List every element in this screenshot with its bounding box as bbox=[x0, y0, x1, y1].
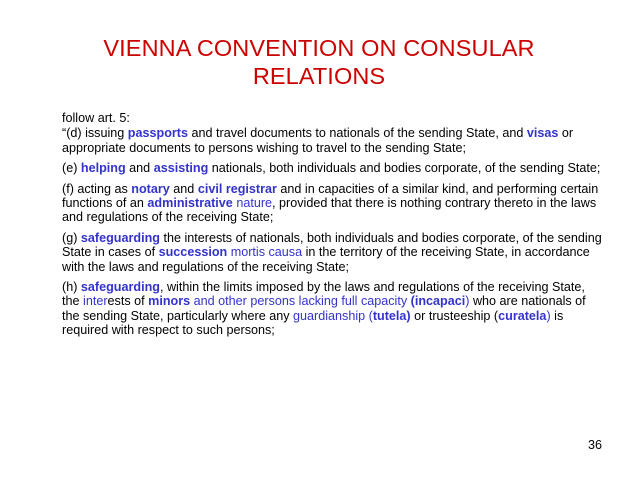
text-span: who are nationals of the sending State, particularly where any bbox=[62, 294, 586, 323]
keyword-helping: helping bbox=[80, 161, 126, 176]
keyword-visas: visas bbox=[526, 126, 559, 141]
text-span: is required with respect to such persons; bbox=[62, 308, 564, 338]
keyword-nature: nature bbox=[236, 196, 273, 211]
keyword-curatela: curatela bbox=[498, 308, 547, 323]
keyword-notary: notary bbox=[131, 181, 170, 196]
text-span: “(d) issuing bbox=[62, 126, 128, 141]
slide-title bbox=[40, 34, 598, 90]
keyword-passports: passports bbox=[127, 126, 188, 141]
text-span: the interests of nationals, both individuals and bodies corporate, of the sending State in cases of bbox=[62, 230, 602, 260]
text-span: ests of bbox=[107, 294, 149, 309]
intro-paragraph: follow art. 5: bbox=[62, 111, 130, 125]
slide-title-line-2: RELATIONS bbox=[252, 63, 386, 89]
slide-title-line-1: VIENNA CONVENTION ON CONSULAR bbox=[103, 35, 535, 61]
keyword-paren: ) bbox=[465, 294, 470, 309]
text-span: , within the limits imposed by the laws and regulations of the receiving State, the bbox=[62, 280, 585, 309]
text-span: and travel documents to nationals of the sending State, and bbox=[188, 126, 527, 141]
paragraph-e bbox=[62, 161, 602, 175]
slide-body bbox=[62, 111, 602, 344]
keyword-minors: minors bbox=[148, 294, 191, 309]
text-span: nationals, both individuals and bodies corporate, of the sending State; bbox=[208, 161, 601, 176]
keyword-mortis-causa: mortis causa bbox=[230, 245, 303, 260]
keyword-civil-registrar: civil registrar bbox=[197, 181, 277, 196]
text-span: and bbox=[169, 181, 198, 196]
text-span: (g) bbox=[62, 230, 81, 245]
paragraph-f bbox=[62, 182, 602, 225]
keyword-safeguarding: safeguarding bbox=[80, 230, 160, 245]
text-span: , provided that there is nothing contrary thereto in the laws and regulations of the receiving State; bbox=[62, 196, 597, 225]
text-span: or appropriate documents to persons wishing to travel to the sending State; bbox=[62, 126, 574, 155]
keyword-guardianship: guardianship ( bbox=[293, 308, 373, 323]
keyword-assisting: assisting bbox=[153, 161, 209, 176]
text-span: or trusteeship ( bbox=[410, 308, 499, 323]
text-span: (e) bbox=[62, 161, 81, 176]
keyword-lacking-capacity: and other persons lacking full capacity bbox=[193, 294, 408, 309]
text-span: and in capacities of a similar kind, and performing certain functions of an bbox=[62, 181, 599, 211]
page-number: 36 bbox=[587, 438, 602, 452]
keyword-tutela: tutela) bbox=[372, 308, 411, 323]
text-span: and bbox=[125, 161, 154, 176]
keyword-succession: succession bbox=[158, 245, 228, 260]
keyword-paren: ) bbox=[546, 308, 551, 323]
keyword-safeguarding: safeguarding bbox=[80, 280, 160, 295]
text-span: (h) bbox=[62, 280, 81, 295]
paragraph-g bbox=[62, 231, 602, 274]
paragraph-h bbox=[62, 280, 602, 338]
text-span: (f) acting as bbox=[62, 181, 132, 196]
keyword-incapaci: (incapaci bbox=[410, 294, 466, 309]
text-span: in the territory of the receiving State, in accordance with the laws and regulations of the receiving State; bbox=[62, 245, 590, 274]
paragraph-d bbox=[62, 126, 602, 155]
keyword-inter: inter bbox=[83, 294, 108, 309]
keyword-administrative: administrative bbox=[147, 196, 233, 211]
